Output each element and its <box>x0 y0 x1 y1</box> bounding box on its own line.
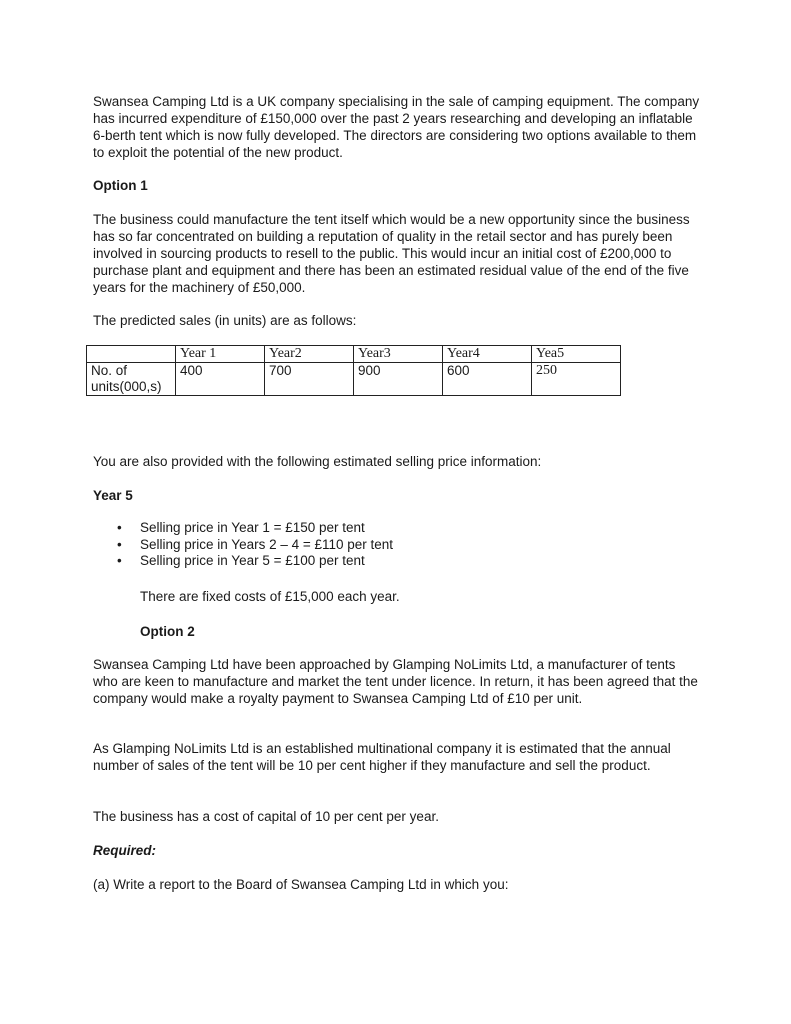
table-cell: 250 <box>532 363 621 396</box>
price-list <box>93 520 393 570</box>
table-cell: 400 <box>176 363 265 396</box>
table-header-cell: Yea5 <box>532 346 621 363</box>
table-header-cell: Year3 <box>354 346 443 363</box>
table-cell: 700 <box>265 363 354 396</box>
cost-of-capital: The business has a cost of capital of 10 per cent per year. <box>93 809 439 824</box>
table-header-row <box>87 346 621 363</box>
table-header-cell: Year 1 <box>176 346 265 363</box>
option1-heading: Option 1 <box>93 178 148 193</box>
sales-table <box>86 345 621 396</box>
table-header-cell <box>87 346 176 363</box>
price-intro: You are also provided with the following estimated selling price information: <box>93 454 542 469</box>
question-a: (a) Write a report to the Board of Swansea Camping Ltd in which you: <box>93 877 509 892</box>
table-cell: 900 <box>354 363 443 396</box>
sales-intro: The predicted sales (in units) are as follows: <box>93 313 357 328</box>
bullet-icon: • <box>117 520 122 535</box>
option2-paragraph1: Swansea Camping Ltd have been approached by Glamping NoLimits Ltd, a manufacturer of tents who are keen to manufacture and market the tent under licence. In return, it has been agreed that the company would make a royalty payment to Swansea Camping Ltd of £10 per unit. <box>93 657 698 706</box>
option1-paragraph: The business could manufacture the tent itself which would be a new opportunity since the business has so far concentrated on building a reputation of quality in the retail sector and has purely been involved in sourcing products to resell to the public. This would incur an initial cost of £200,000 to purchase plant and equipment and there has been an estimated residual value of the end of the five years for the machinery of £50,000. <box>93 212 690 295</box>
bullet-icon: • <box>117 553 122 568</box>
required-heading: Required: <box>93 843 157 858</box>
table-header-cell: Year4 <box>443 346 532 363</box>
table-row <box>87 363 621 396</box>
table-row-label: No. of units(000,s) <box>87 363 176 396</box>
table-cell: 600 <box>443 363 532 396</box>
list-item: • Selling price in Year 5 = £100 per tent <box>117 553 365 568</box>
year5-heading: Year 5 <box>93 488 133 503</box>
list-item: • Selling price in Years 2 – 4 = £110 per tent <box>117 536 394 552</box>
option2-heading: Option 2 <box>140 624 195 639</box>
list-item: • Selling price in Year 1 = £150 per tent <box>117 520 365 535</box>
option2-paragraph2: As Glamping NoLimits Ltd is an established multinational company it is estimated that the annual number of sales of the tent will be 10 per cent higher if they manufacture and sell the product. <box>93 741 671 773</box>
intro-paragraph: Swansea Camping Ltd is a UK company specialising in the sale of camping equipment. The company has incurred expenditure of £150,000 over the past 2 years researching and developing an inflatable 6-berth tent which is now fully developed. The directors are considering two options available to them to exploit the potential of the new product. <box>93 94 700 160</box>
bullet-icon: • <box>117 536 122 552</box>
fixed-costs: There are fixed costs of £15,000 each year. <box>140 589 400 604</box>
table-header-cell: Year2 <box>265 346 354 363</box>
